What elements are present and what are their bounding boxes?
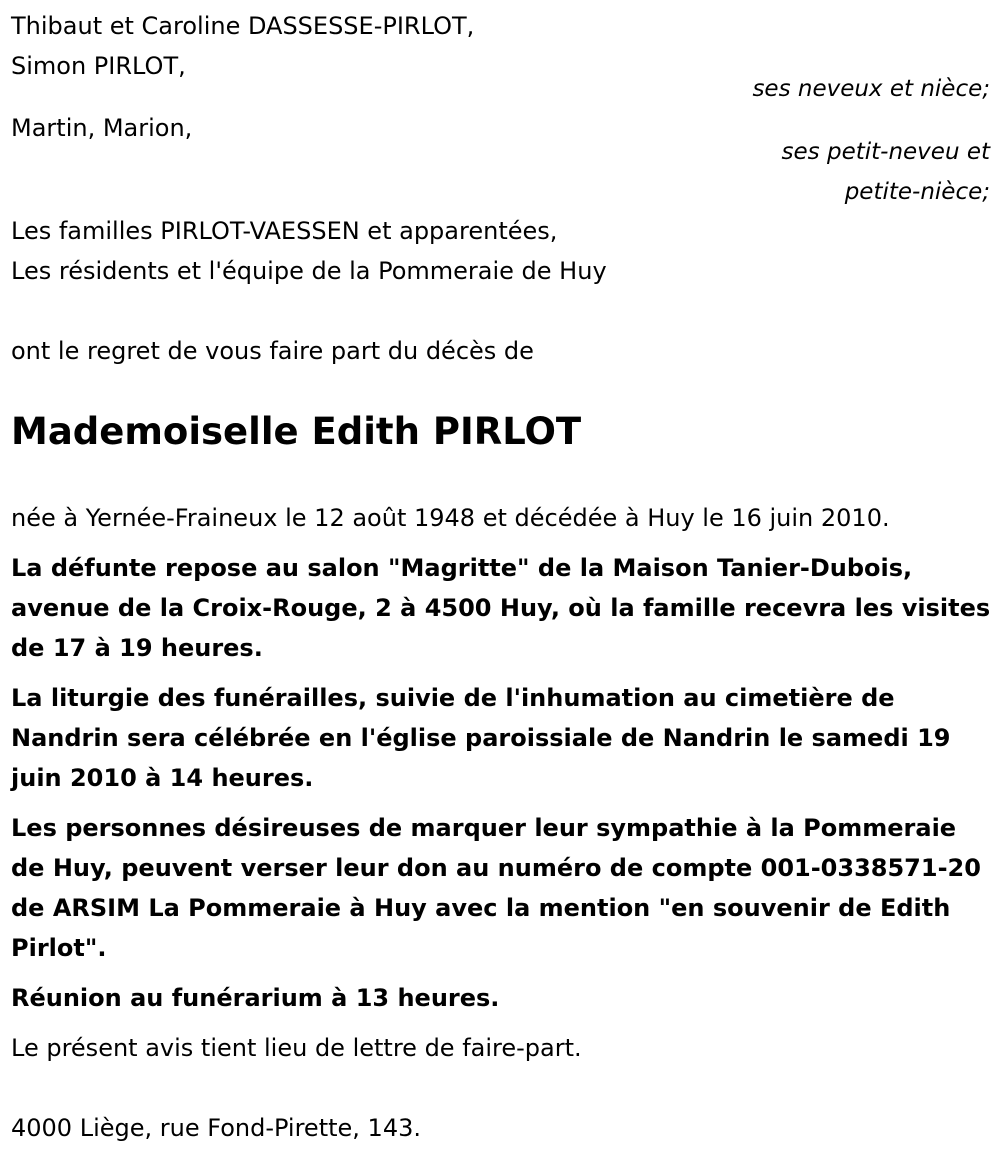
- family-line-5: Les résidents et l'équipe de la Pommeraie de Huy: [11, 257, 607, 285]
- family-line-4: Les familles PIRLOT-VAESSEN et apparentées,: [11, 217, 558, 245]
- birth-death-dates: née à Yernée-Fraineux le 12 août 1948 et décédée à Huy le 16 juin 2010.: [11, 504, 890, 532]
- liturgy-paragraph: La liturgie des funérailles, suivie de l'inhumation au cimetière de Nandrin sera célébrée en l'église paroissiale de Nandrin le samedi 19 juin 2010 à 14 heures.: [11, 684, 951, 792]
- family-line-1: Thibaut et Caroline DASSESSE-PIRLOT,: [11, 12, 475, 40]
- notice-line: Le présent avis tient lieu de lettre de faire-part.: [11, 1034, 582, 1062]
- repose-paragraph: La défunte repose au salon "Magritte" de la Maison Tanier-Dubois, avenue de la Croix-Rouge, 2 à 4500 Huy, où la famille recevra les visites de 17 à 19 heures.: [11, 554, 991, 662]
- address-line: 4000 Liège, rue Fond-Pirette, 143.: [11, 1114, 421, 1142]
- family-line-3: Martin, Marion,: [11, 114, 193, 142]
- relation-nephews: ses neveux et nièce;: [752, 76, 990, 102]
- donation-paragraph: Les personnes désireuses de marquer leur sympathie à la Pommeraie de Huy, peuvent verser leur don au numéro de compte 001-0338571-20 de ARSIM La Pommeraie à Huy avec la mention "en souvenir de Edith Pirlot".: [11, 814, 981, 962]
- relation-grandnephew-line-2: petite-nièce;: [844, 179, 990, 205]
- family-line-2: Simon PIRLOT,: [11, 52, 186, 80]
- meeting-paragraph: Réunion au funérarium à 13 heures.: [11, 984, 500, 1012]
- deceased-name: Mademoiselle Edith PIRLOT: [11, 410, 582, 453]
- announcement-intro: ont le regret de vous faire part du décès de: [11, 337, 534, 365]
- relation-grandnephew-line-1: ses petit-neveu et: [781, 139, 990, 165]
